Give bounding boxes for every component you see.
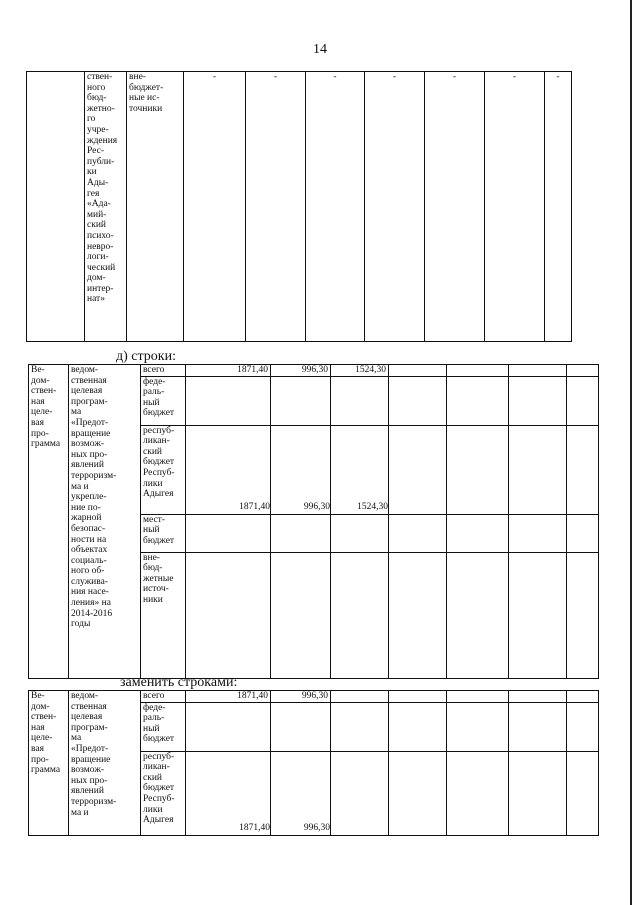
empty-cell	[186, 552, 271, 678]
funding-source-cell: вне- бюджет- ные ис- точники	[127, 72, 184, 342]
empty-cell	[271, 702, 331, 751]
empty-cell	[271, 376, 331, 425]
program-name-cell: ведом- ственная целевая програм- ма «Предот- вращение возмож- ных про- явлений терроризм- ма и	[69, 691, 141, 836]
row-label-local: мест- ный бюджет	[141, 514, 186, 552]
empty-cell	[447, 552, 509, 678]
value-cell: 1871,40	[186, 425, 271, 514]
empty-cell	[447, 514, 509, 552]
empty-cell	[271, 514, 331, 552]
row-label-federal: феде- раль- ный бюджет	[141, 376, 186, 425]
dash-cell: -	[545, 72, 572, 342]
empty-cell	[331, 376, 389, 425]
empty-cell	[389, 691, 447, 703]
empty-cell	[567, 376, 599, 425]
value-cell: 1871,40	[186, 365, 271, 377]
cell-blank	[27, 72, 85, 342]
empty-cell	[509, 751, 567, 835]
dash-cell: -	[184, 72, 246, 342]
empty-cell	[186, 702, 271, 751]
empty-cell	[389, 376, 447, 425]
empty-cell	[389, 425, 447, 514]
table-new-rows	[28, 690, 599, 836]
empty-cell	[331, 702, 389, 751]
dash-cell: -	[365, 72, 425, 342]
value-cell: 996,30	[271, 425, 331, 514]
institution-name-cell: ствен- ного бюд- жетно- го учре- ждения Рес- публи- ки Ады- гея «Ада- мий- ский психо- невро- логи- ческий дом- интер- нат»	[85, 72, 127, 342]
empty-cell	[567, 691, 599, 703]
value-cell: 1871,40	[186, 691, 271, 703]
table-old-rows	[28, 364, 599, 679]
row-label-extrabudget: вне- бюд- жетные источ- ники	[141, 552, 186, 678]
page-edge	[630, 0, 632, 905]
caption-replace: заменить строками:	[120, 675, 238, 690]
empty-cell	[389, 702, 447, 751]
empty-cell	[567, 365, 599, 377]
row-label-republic: респуб- ликан- ский бюджет Респуб- лики Адыгея	[141, 751, 186, 835]
row-label-total: всего	[141, 365, 186, 377]
dash-cell: -	[425, 72, 485, 342]
value-cell: 996,30	[271, 365, 331, 377]
empty-cell	[389, 365, 447, 377]
empty-cell	[567, 514, 599, 552]
empty-cell	[331, 552, 389, 678]
empty-cell	[567, 751, 599, 835]
empty-cell	[186, 514, 271, 552]
empty-cell	[271, 552, 331, 678]
dash-cell: -	[306, 72, 365, 342]
value-cell: 996,30	[271, 691, 331, 703]
value-cell: 1524,30	[331, 365, 389, 377]
empty-cell	[567, 702, 599, 751]
empty-cell	[447, 376, 509, 425]
empty-cell	[447, 691, 509, 703]
empty-cell	[509, 376, 567, 425]
empty-cell	[389, 751, 447, 835]
empty-cell	[509, 691, 567, 703]
value-cell: 1871,40	[186, 751, 271, 835]
page-number: 14	[313, 42, 327, 57]
empty-cell	[509, 365, 567, 377]
row-label-total: всего	[141, 691, 186, 703]
caption-lines-d: д) строки:	[116, 349, 176, 364]
value-cell: 996,30	[271, 751, 331, 835]
program-name-cell: ведом- ственная целевая програм- ма «Предот- вращение возмож- ных про- явлений терроризм- ма и укрепле- ние по- жарной безопас- ности на объектах социаль- ного об- служива- ния насе- ления» на 2014-2016 годы	[69, 365, 141, 679]
empty-cell	[389, 552, 447, 678]
empty-cell	[509, 425, 567, 514]
empty-cell	[331, 691, 389, 703]
program-type-cell: Ве- дом- ствен- ная целе- вая про- грамма	[29, 691, 69, 836]
empty-cell	[509, 702, 567, 751]
empty-cell	[186, 376, 271, 425]
dash-cell: -	[485, 72, 545, 342]
empty-cell	[567, 425, 599, 514]
empty-cell	[331, 751, 389, 835]
empty-cell	[389, 514, 447, 552]
empty-cell	[331, 514, 389, 552]
empty-cell	[447, 702, 509, 751]
dash-cell: -	[246, 72, 306, 342]
empty-cell	[447, 425, 509, 514]
table-continuation	[26, 71, 572, 342]
empty-cell	[509, 552, 567, 678]
empty-cell	[509, 514, 567, 552]
program-type-cell: Ве- дом- ствен- ная целе- вая про- грамма	[29, 365, 69, 679]
row-label-republic: респуб- ликан- ский бюджет Респуб- лики Адыгея	[141, 425, 186, 514]
empty-cell	[447, 751, 509, 835]
value-cell: 1524,30	[331, 425, 389, 514]
empty-cell	[567, 552, 599, 678]
empty-cell	[447, 365, 509, 377]
row-label-federal: феде- раль- ный бюджет	[141, 702, 186, 751]
